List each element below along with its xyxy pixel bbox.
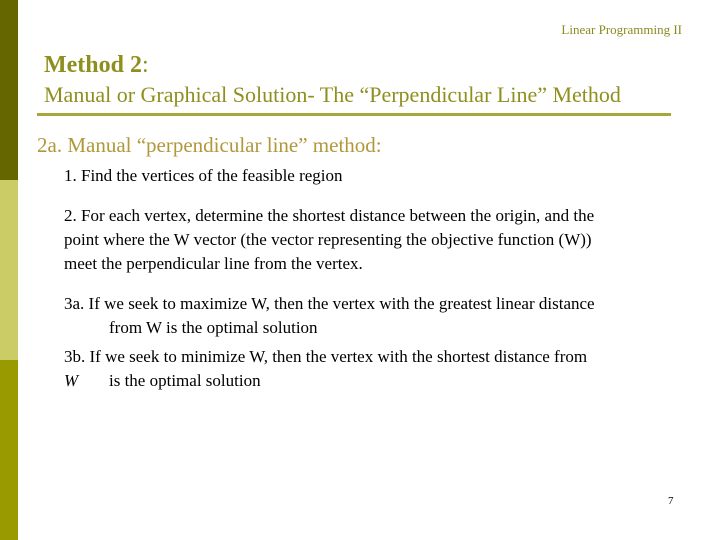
slide-title — [44, 52, 149, 79]
slide-header: Linear Programming II — [561, 22, 682, 37]
sidebar-band-dark — [0, 0, 18, 180]
step-1: 1. Find the vertices of the feasible region — [64, 166, 343, 185]
page-number: 7 — [668, 495, 674, 507]
step-2-line-2: point where the W vector (the vector representing the objective function (W)) — [64, 230, 592, 249]
method-label: Method 2 — [44, 52, 142, 78]
step-3b-line-2: is the optimal solution — [109, 371, 261, 390]
slide-subtitle: Manual or Graphical Solution- The “Perpendicular Line” Method — [44, 82, 621, 107]
step-3a-line-2: from W is the optimal solution — [109, 318, 318, 337]
step-3b-variable: W — [64, 371, 79, 390]
sidebar-band-olive — [0, 360, 18, 540]
step-3a-line-1: 3a. If we seek to maximize W, then the vertex with the greatest linear distance — [64, 294, 595, 313]
step-3b-line-1: 3b. If we seek to minimize W, then the vertex with the shortest distance from — [64, 347, 588, 366]
title-colon: : — [142, 52, 149, 78]
section-heading: 2a. Manual “perpendicular line” method: — [37, 133, 382, 157]
title-divider — [37, 113, 671, 116]
step-2-line-3: meet the perpendicular line from the vertex. — [64, 254, 363, 273]
step-2-line-1: 2. For each vertex, determine the shortest distance between the origin, and the — [64, 206, 595, 225]
sidebar-band-light — [0, 180, 18, 360]
